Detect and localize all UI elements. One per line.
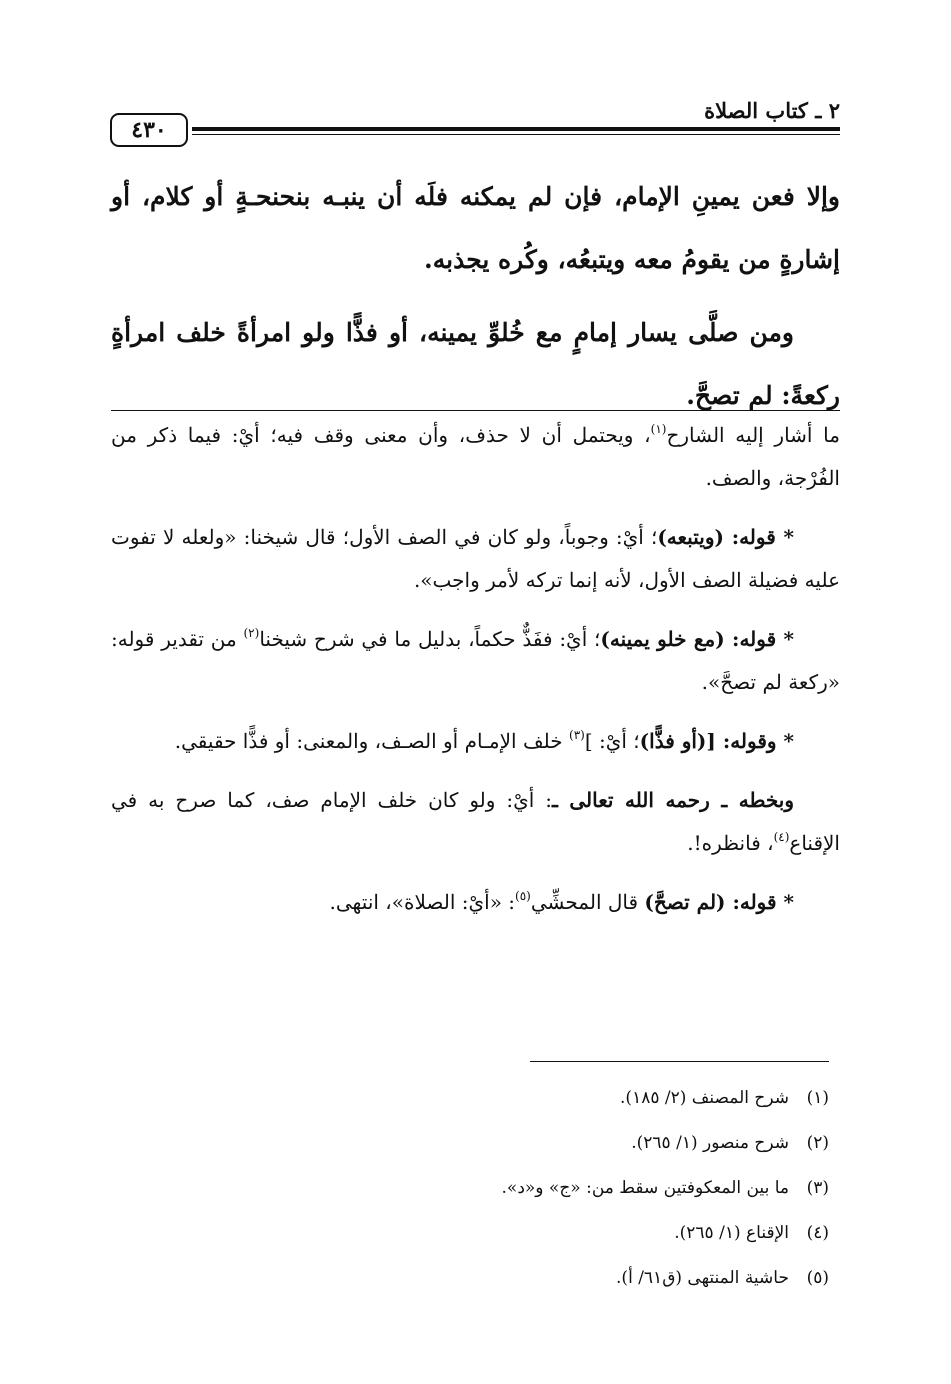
footnote bbox=[111, 1076, 829, 1121]
commentary-paragraph bbox=[111, 881, 840, 924]
commentary-text: خلف الإمـام أو الصـف، والمعنى: أو فذًّا حقيقي. bbox=[174, 729, 570, 753]
footnote-ref[interactable]: (٥) bbox=[515, 889, 531, 903]
footnote-text: الإقناع (١/ ٢٦٥). bbox=[674, 1223, 789, 1243]
page-number: ٤٣٠ bbox=[110, 113, 188, 147]
quoted-lemma: وبخطه ـ رحمه الله تعالى ـ bbox=[551, 788, 794, 812]
commentary-paragraph bbox=[111, 516, 840, 602]
commentary-text: ما أشار إليه الشارح bbox=[666, 423, 840, 447]
footnote-divider bbox=[530, 1061, 829, 1062]
footnote-number: (٥) bbox=[806, 1268, 829, 1288]
footnote-number: (٢) bbox=[806, 1133, 829, 1153]
footnote-text: شرح منصور (١/ ٢٦٥). bbox=[631, 1133, 789, 1153]
quoted-lemma: * قوله: (مع خلو يمينه) bbox=[600, 627, 794, 651]
footnote bbox=[111, 1211, 829, 1256]
commentary-text: ، ويحتمل أن لا حذف، وأن معنى وقف فيه؛ أيْ: فيما ذكر من الفُرْجة، والصف. bbox=[111, 423, 840, 490]
footnote-number: (١) bbox=[806, 1088, 829, 1108]
footnote-number: (٤) bbox=[806, 1223, 829, 1243]
commentary-paragraph bbox=[111, 779, 840, 865]
commentary-text: ؛ أيْ: ففَذٌّ حكماً، بدليل ما في شرح شيخنا bbox=[259, 627, 601, 651]
commentary-text: قال المحشِّي bbox=[530, 890, 645, 914]
commentary-text: ، فانظره!. bbox=[687, 831, 774, 855]
main-text-paragraph: ومن صلَّى يسار إمامٍ مع خُلوِّ يمينه، أو فذًّا ولو امرأةً خلف امرأةٍ ركعةً: لم تصحَّ. bbox=[111, 318, 840, 410]
footnotes bbox=[111, 1076, 829, 1301]
footnote-text: ما بين المعكوفتين سقط من: «ج» و«د». bbox=[501, 1178, 789, 1198]
main-text-paragraph: وإلا فعن يمينِ الإمام، فإن لم يمكنه فلَه أن ينبـه بنحنحـةٍ أو كلام، أو إشارةٍ من يقومُ معه ويتبعُه، وكُره يجذبه. bbox=[111, 182, 840, 274]
footnote-number: (٣) bbox=[806, 1178, 829, 1198]
commentary-text: : أيْ: ولو كان خلف الإمام صف، كما صرح به في الإقناع bbox=[111, 788, 840, 855]
running-title: ٢ ـ كتاب الصلاة bbox=[704, 98, 840, 123]
footnote bbox=[111, 1121, 829, 1166]
commentary-paragraph bbox=[111, 720, 840, 763]
commentary-text: من تقدير قوله: «ركعة لم تصحَّ». bbox=[111, 627, 840, 694]
footnote-ref[interactable]: (٢) bbox=[243, 626, 260, 640]
main-text-divider bbox=[111, 410, 840, 411]
main-text bbox=[111, 165, 840, 427]
footnote-ref[interactable]: (١) bbox=[650, 422, 667, 436]
footnote bbox=[111, 1166, 829, 1211]
footnote-text: حاشية المنتهى (ق٦١/ أ). bbox=[616, 1268, 789, 1288]
footnote bbox=[111, 1256, 829, 1301]
header-rule bbox=[192, 127, 840, 131]
footnote-text: شرح المصنف (٢/ ١٨٥). bbox=[620, 1088, 789, 1108]
footnote-ref[interactable]: (٣) bbox=[569, 728, 585, 742]
commentary-text: : «أيْ: الصلاة»، انتهى. bbox=[329, 890, 516, 914]
commentary-text: ؛ أيْ: ] bbox=[584, 729, 640, 753]
commentary bbox=[111, 414, 840, 940]
commentary-text: ؛ أيْ: وجوباً، ولو كان في الصف الأول؛ قال شيخنا: «ولعله لا تفوت عليه فضيلة الصف الأول، لأنه إنما تركه لأمر واجب». bbox=[111, 525, 840, 592]
header-rule-thin bbox=[192, 134, 840, 135]
quoted-lemma: * وقوله: [(أو فذًّا) bbox=[639, 729, 794, 753]
quoted-lemma: * قوله: (لم تصحَّ) bbox=[644, 890, 794, 914]
quoted-lemma: * قوله: (ويتبعه) bbox=[657, 525, 794, 549]
commentary-paragraph bbox=[111, 618, 840, 704]
footnote-ref[interactable]: (٤) bbox=[773, 830, 790, 844]
commentary-paragraph bbox=[111, 414, 840, 500]
